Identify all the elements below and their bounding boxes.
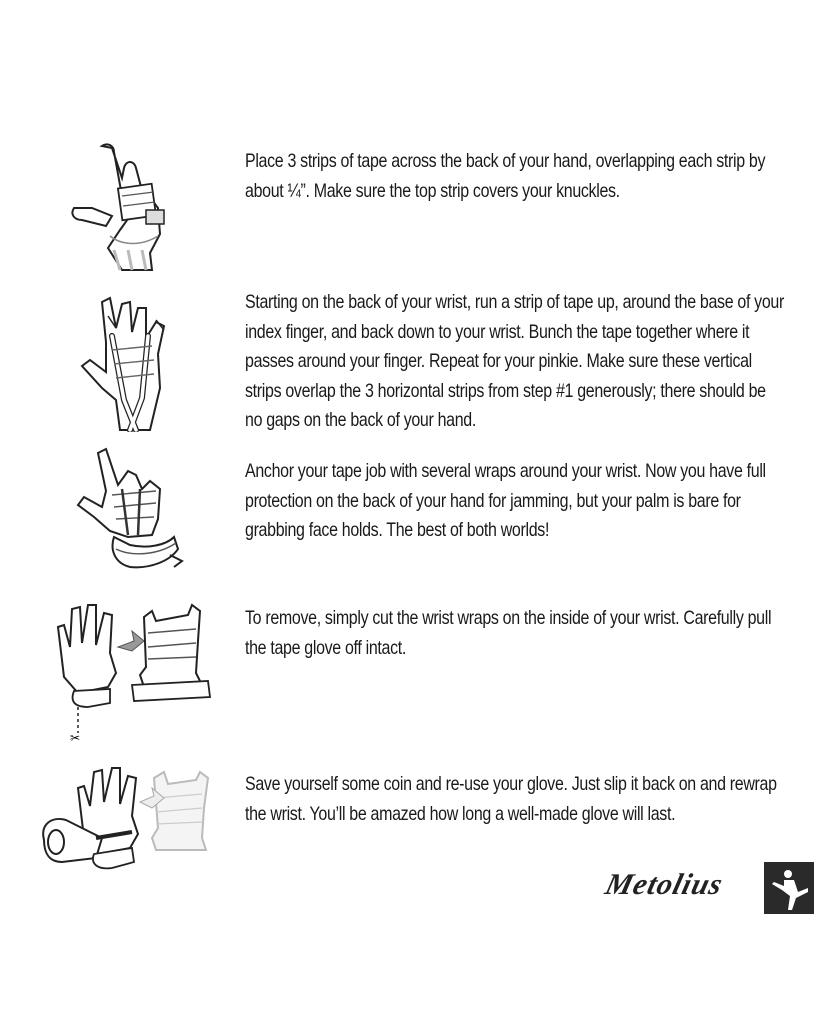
svg-text:✂: ✂ bbox=[70, 731, 81, 745]
step-4-text: To remove, simply cut the wrist wraps on the inside of your wrist. Carefully pull the tape glove off intact. bbox=[245, 607, 772, 659]
metolius-logo bbox=[602, 862, 816, 920]
step-5-text: Save yourself some coin and re-use your glove. Just slip it back on and rewrap the wrist. You’ll be amazed how long a well-made glove will last. bbox=[245, 773, 777, 825]
hand-remove-glove-icon bbox=[48, 597, 208, 747]
climber-silhouette-icon bbox=[764, 862, 814, 914]
hand-horizontal-strips-icon bbox=[62, 138, 222, 273]
brand-name: Metolius bbox=[602, 868, 727, 901]
step-2-text: Starting on the back of your wrist, run a strip of tape up, around the base of your index finger, and back down to your wrist. Bunch the tape together where it passes around your finger. Repeat for your pinkie. Make sure these vertical strips overlap the 3 horizontal strips from step #1 generously; there should be no gaps on the back of your hand. bbox=[245, 291, 784, 431]
step-3-text: Anchor your tape job with several wraps around your wrist. Now you have full protection on the back of your hand for jamming, but your palm is bare for grabbing face holds. The best of both worlds! bbox=[245, 460, 766, 541]
hand-reuse-glove-icon bbox=[36, 758, 196, 883]
step-1-text: Place 3 strips of tape across the back of your hand, overlapping each strip by about ¼”. Make sure the top strip covers your knuckles. bbox=[245, 150, 766, 202]
hand-wrist-wrap-icon bbox=[70, 445, 230, 580]
hand-vertical-strips-icon bbox=[72, 292, 232, 432]
